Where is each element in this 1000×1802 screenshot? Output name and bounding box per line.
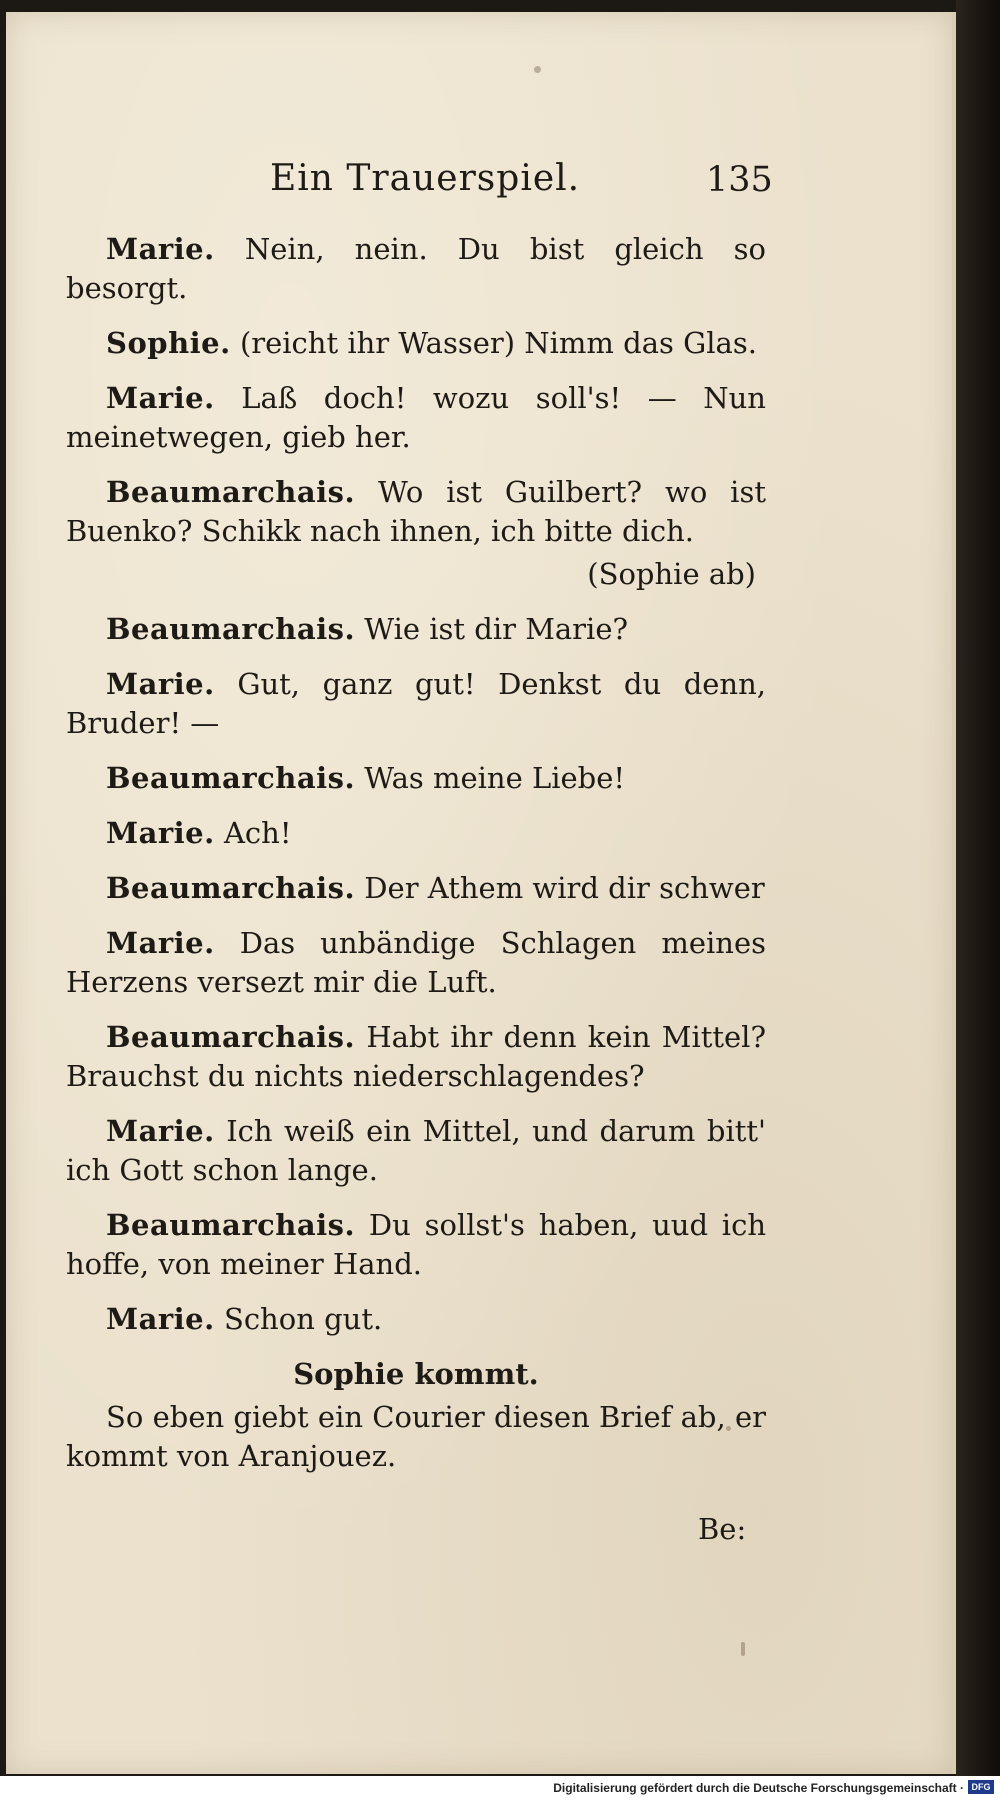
speaker-name: Marie. — [106, 667, 215, 701]
speaker-name: Marie. — [106, 381, 215, 415]
speaker-name: Marie. — [106, 1302, 215, 1336]
dialogue-text: Nein, nein. Du bist gleich so besorgt. — [66, 232, 766, 305]
binding-edge — [956, 0, 1000, 1790]
dialogue-text: Das unbändige Schlagen meines Herzens versezt mir die Luft. — [66, 926, 766, 999]
dialogue-line — [66, 924, 766, 1002]
speaker-name: Sophie. — [106, 326, 231, 360]
speaker-name: Marie. — [106, 816, 215, 850]
dialogue-line — [66, 665, 766, 743]
dialogue-line — [66, 1018, 766, 1096]
dialogue-line — [66, 379, 766, 457]
dialogue-line — [66, 1206, 766, 1284]
running-head: Ein Trauerspiel. — [270, 158, 581, 199]
dialogue-text: Ach! — [223, 816, 292, 850]
page-body — [66, 230, 766, 1492]
speaker-name: Beaumarchais. — [106, 612, 356, 646]
dialogue-text: Du sollst's haben, uud ich hoffe, von meiner Hand. — [66, 1208, 766, 1281]
speaker-name: Beaumarchais. — [106, 871, 356, 905]
speaker-name: Marie. — [106, 1114, 215, 1148]
stage-heading: Sophie kommt. — [293, 1357, 539, 1391]
speaker-name: Marie. — [106, 232, 215, 266]
dialogue-line — [66, 869, 766, 908]
ink-spot — [741, 1642, 745, 1656]
dialogue-line — [66, 759, 766, 798]
speaker-name: Beaumarchais. — [106, 475, 356, 509]
dialogue-line — [66, 1112, 766, 1190]
dialogue-line — [66, 324, 766, 363]
speaker-name: Beaumarchais. — [106, 1020, 356, 1054]
dialogue-text: Habt ihr denn kein Mittel? Brauchst du nichts niederschlagendes? — [66, 1020, 767, 1093]
stage-direction: (Sophie ab) — [587, 557, 756, 591]
dialogue-text: Der Athem wird dir schwer — [364, 871, 765, 905]
dfg-logo-icon: DFG — [968, 1780, 994, 1794]
dialogue-line — [66, 814, 766, 853]
dialogue-text: Ich weiß ein Mittel, und darum bitt' ich Gott schon lange. — [66, 1114, 766, 1187]
dialogue-line — [66, 473, 766, 551]
speaker-name: Beaumarchais. — [106, 761, 356, 795]
dialogue-line — [66, 610, 766, 649]
funding-notice: Digitalisierung gefördert durch die Deutsche Forschungsgemeinschaft · — [553, 1781, 964, 1795]
dialogue-text: Laß doch! wozu soll's! — Nun meinetwegen, gieb her. — [66, 381, 766, 454]
dialogue-text: Wie ist dir Marie? — [364, 612, 629, 646]
catchword: Be: — [698, 1512, 747, 1546]
dialogue-text: Was meine Liebe! — [364, 761, 626, 795]
closing-paragraph: So eben giebt ein Courier diesen Brief ab, er kommt von Aranjouez. — [66, 1400, 766, 1473]
dialogue-text: Wo ist Guilbert? wo ist Buenko? Schikk nach ihnen, ich bitte dich. — [66, 475, 766, 548]
dialogue-text: (reicht ihr Wasser) Nimm das Glas. — [239, 326, 757, 360]
dialogue-line — [66, 230, 766, 308]
dialogue-line — [66, 1300, 766, 1339]
page-number: 135 — [706, 160, 773, 200]
dialogue-text: Gut, ganz gut! Denkst du denn, Bruder! — — [66, 667, 767, 740]
speaker-name: Beaumarchais. — [106, 1208, 356, 1242]
speaker-name: Marie. — [106, 926, 215, 960]
dialogue-text: Schon gut. — [223, 1302, 383, 1336]
ink-spot — [534, 66, 541, 73]
